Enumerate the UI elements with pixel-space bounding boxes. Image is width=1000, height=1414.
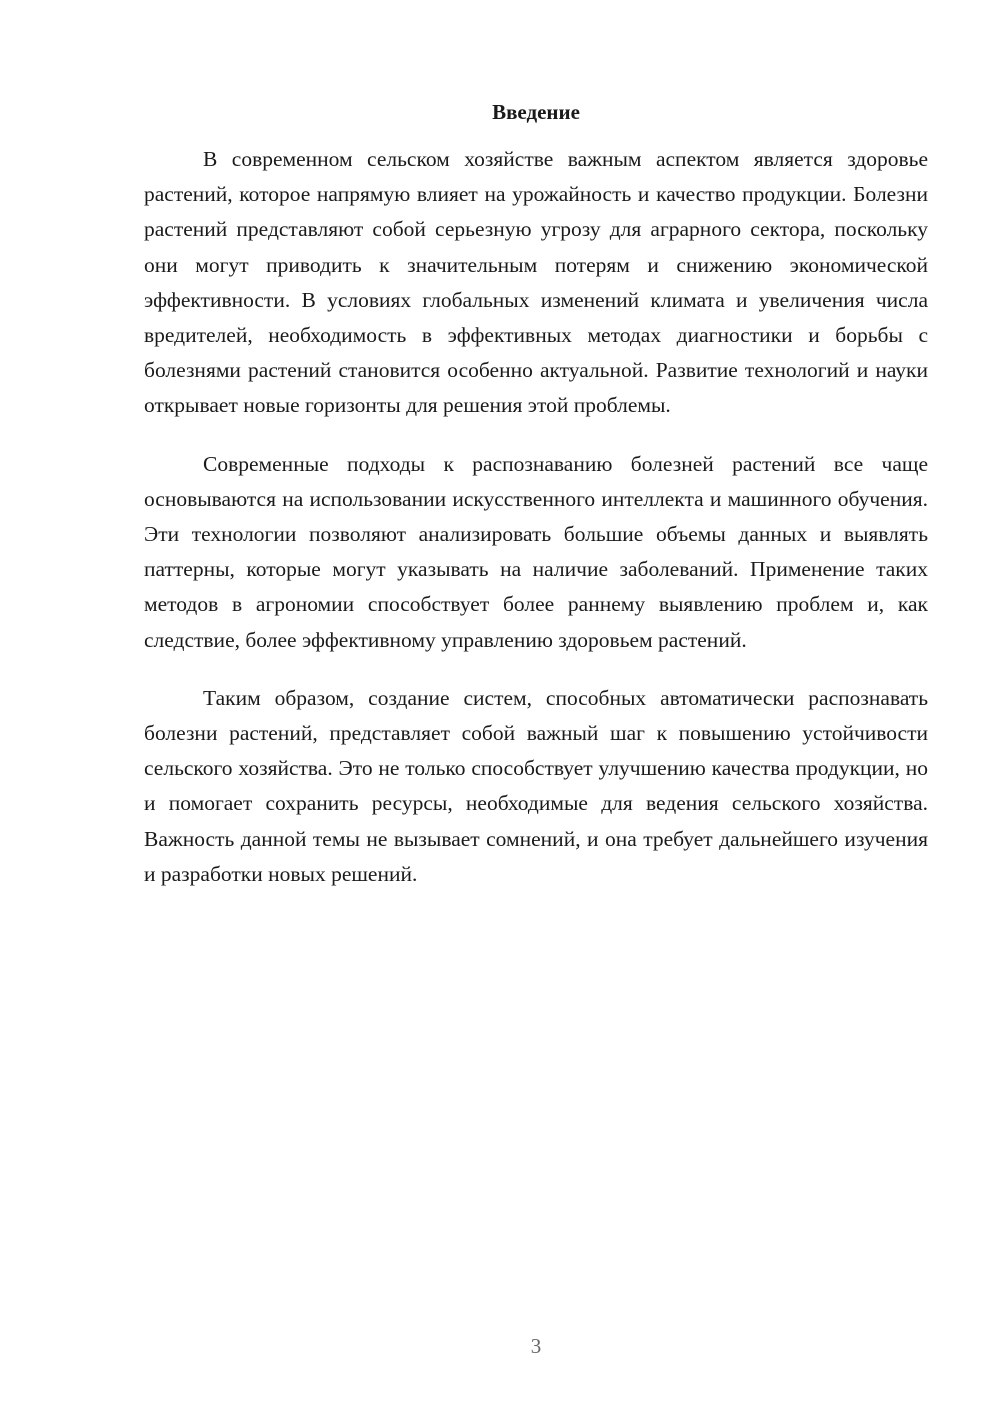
body-text (144, 142, 928, 915)
paragraph-2: Современные подходы к распознаванию болезней растений все чаще основываются на использовании искусственного интеллекта и машинного обучения. Эти технологии позволяют анализировать большие объемы данных и выявлять паттерны, которые могут указывать на наличие заболеваний. Применение таких методов в агрономии способствует более раннему выявлению проблем и, как следствие, более эффективному управлению здоровьем растений. (144, 451, 928, 652)
paragraph-3: Таким образом, создание систем, способных автоматически распознавать болезни растений, представляет собой важный шаг к повышению устойчивости сельского хозяйства. Это не только способствует улучшению качества продукции, но и помогает сохранить ресурсы, необходимые для ведения сельского хозяйства. Важность данной темы не вызывает сомнений, и она требует дальнейшего изучения и разработки новых решений. (144, 685, 928, 886)
section-title: Введение (492, 100, 580, 124)
paragraph-1: В современном сельском хозяйстве важным аспектом является здоровье растений, которое напрямую влияет на урожайность и качество продукции. Болезни растений представляют собой серьезную угрозу для аграрного сектора, поскольку они могут приводить к значительным потерям и снижению экономической эффективности. В условиях глобальных изменений климата и увеличения числа вредителей, необходимость в эффективных методах диагностики и борьбы с болезнями растений становится особенно актуальной. Развитие технологий и науки открывает новые горизонты для решения этой проблемы. (144, 147, 928, 418)
page-number: 3 (530, 1334, 542, 1358)
